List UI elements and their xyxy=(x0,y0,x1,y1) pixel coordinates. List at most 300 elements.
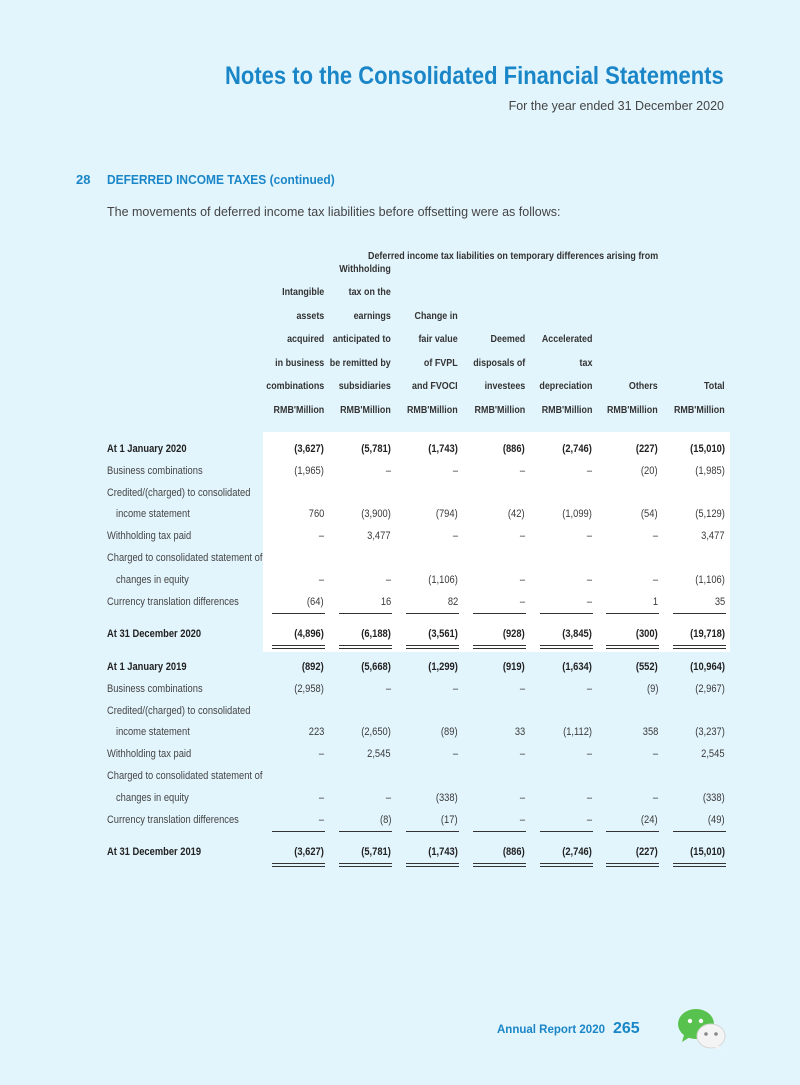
table-cell-value: (1,112) xyxy=(563,726,592,739)
table-cell xyxy=(586,748,592,760)
table-cell-value: – xyxy=(652,791,658,804)
table-cell-value: – xyxy=(385,682,391,695)
table-cell xyxy=(557,628,592,640)
row-label-text: Credited/(charged) to consolidated xyxy=(107,704,251,717)
column-header xyxy=(319,258,391,423)
table-cell xyxy=(452,748,458,760)
table-cell xyxy=(652,748,658,760)
row-label xyxy=(107,748,206,760)
total-double-rule xyxy=(406,863,459,864)
table-cell xyxy=(632,661,658,673)
total-double-rule xyxy=(272,863,325,864)
table-cell xyxy=(385,574,391,586)
subtotal-rule xyxy=(606,613,659,614)
table-cell xyxy=(304,596,324,608)
table-cell xyxy=(586,574,592,586)
total-double-rule xyxy=(540,648,593,649)
total-double-rule xyxy=(673,866,726,867)
table-cell-value: (3,627) xyxy=(294,846,324,859)
section-intro: The movements of deferred income tax liabilities before offsetting were as follows: xyxy=(107,205,561,219)
table-cell-value: 358 xyxy=(642,726,658,739)
section-title-text: DEFERRED INCOME TAXES xyxy=(107,172,267,187)
table-cell xyxy=(289,465,324,477)
total-double-rule xyxy=(473,645,526,646)
row-label xyxy=(107,596,262,608)
row-label-text: changes in equity xyxy=(116,791,189,804)
table-cell xyxy=(632,846,658,858)
table-cell xyxy=(438,726,458,738)
row-label xyxy=(107,846,218,858)
column-header-line: in business xyxy=(274,356,324,369)
table-cell-value: (17) xyxy=(441,813,458,826)
table-cell xyxy=(289,628,324,640)
table-cell xyxy=(638,465,658,477)
table-cell xyxy=(586,465,592,477)
table-cell-value: – xyxy=(586,595,592,608)
table-cell-value: – xyxy=(586,464,592,477)
subtotal-rule xyxy=(540,613,593,614)
table-cell xyxy=(519,792,525,804)
table-cell xyxy=(298,661,324,673)
table-cell-value: – xyxy=(519,595,525,608)
row-label-text: income statement xyxy=(116,508,190,521)
table-cell xyxy=(318,814,324,826)
column-header xyxy=(398,305,458,423)
row-label xyxy=(107,661,201,673)
table-cell xyxy=(557,661,592,673)
row-label xyxy=(116,792,202,804)
column-header xyxy=(464,328,525,422)
table-cell-value: (1,099) xyxy=(562,508,592,521)
table-cell xyxy=(586,530,592,542)
table-cell-value: (49) xyxy=(708,813,725,826)
table-cell-value: (5,668) xyxy=(361,661,391,673)
column-header-line: assets xyxy=(296,309,324,322)
total-double-rule xyxy=(606,645,659,646)
page-title: Notes to the Consolidated Financial Statements xyxy=(225,62,724,90)
table-cell xyxy=(289,683,324,695)
row-label xyxy=(107,443,201,455)
table-cell-value: (2,650) xyxy=(361,726,391,739)
column-header-line: disposals of xyxy=(472,356,525,369)
subtotal-rule xyxy=(473,613,526,614)
column-header-line: and FVOCI xyxy=(412,380,458,392)
table-cell xyxy=(652,596,658,608)
table-cell-value: 33 xyxy=(514,726,525,739)
table-cell-value: (89) xyxy=(441,726,458,739)
total-double-rule xyxy=(606,866,659,867)
table-cell xyxy=(557,508,592,520)
table-cell xyxy=(519,748,525,760)
table-cell xyxy=(499,443,525,455)
table-cell-value: – xyxy=(519,748,525,761)
row-label-text: Withholding tax paid xyxy=(107,530,192,543)
table-cell-value: 2,545 xyxy=(701,748,725,761)
table-cell xyxy=(519,530,525,542)
row-label-text: income statement xyxy=(116,726,190,739)
table-cell-value: – xyxy=(318,813,324,826)
row-label-text: changes in equity xyxy=(116,573,189,586)
table-cell xyxy=(306,726,324,738)
table-cell xyxy=(638,508,658,520)
footer-report-name: Annual Report 2020 xyxy=(497,1024,605,1036)
table-cell xyxy=(558,726,592,738)
table-group-header: Deferred income tax liabilities on temporary differences arising from xyxy=(368,250,659,262)
column-header-line: Accelerated xyxy=(541,333,592,345)
table-cell-value: – xyxy=(318,748,324,761)
table-cell xyxy=(557,846,592,858)
total-double-rule xyxy=(339,645,392,646)
table-cell xyxy=(697,748,725,760)
table-cell xyxy=(684,661,725,673)
table-cell xyxy=(690,465,725,477)
table-cell xyxy=(690,726,725,738)
table-cell-value: (1,985) xyxy=(695,464,725,477)
table-cell-value: 3,477 xyxy=(367,530,391,543)
table-cell-value: – xyxy=(385,464,391,477)
total-double-rule xyxy=(272,645,325,646)
table-cell-value: (3,561) xyxy=(428,628,458,641)
table-cell xyxy=(519,574,525,586)
column-header-line: RMB'Million xyxy=(340,403,391,416)
table-cell xyxy=(586,683,592,695)
table-cell xyxy=(432,792,458,804)
footer-page-number: 265 xyxy=(613,1020,640,1037)
subtotal-rule xyxy=(540,831,593,832)
table-cell xyxy=(423,846,458,858)
column-header-line: tax on the xyxy=(348,286,391,298)
table-cell xyxy=(684,846,725,858)
subtotal-rule xyxy=(339,831,392,832)
table-cell-value: (54) xyxy=(641,508,658,521)
table-cell-value: – xyxy=(318,530,324,543)
subtotal-rule xyxy=(406,831,459,832)
section-continued: (continued) xyxy=(269,172,335,187)
table-cell xyxy=(438,814,458,826)
table-cell xyxy=(519,683,525,695)
total-double-rule xyxy=(339,866,392,867)
page-subtitle: For the year ended 31 December 2020 xyxy=(508,99,724,113)
table-cell xyxy=(356,443,391,455)
table-cell-value: (2,967) xyxy=(695,682,725,695)
total-double-rule xyxy=(272,866,325,867)
column-header-line: Others xyxy=(629,380,658,392)
row-label xyxy=(107,530,206,542)
table-cell-value: (1,743) xyxy=(428,443,458,455)
subtotal-rule xyxy=(272,613,325,614)
table-cell xyxy=(318,530,324,542)
table-cell-value: (64) xyxy=(307,595,324,608)
table-cell xyxy=(499,628,525,640)
table-cell xyxy=(452,530,458,542)
table-cell-value: (15,010) xyxy=(690,846,725,859)
table-cell-value: – xyxy=(519,791,525,804)
table-cell xyxy=(690,683,725,695)
column-header-line: acquired xyxy=(286,333,324,345)
total-double-rule xyxy=(606,863,659,864)
table-cell xyxy=(697,530,725,542)
table-cell-value: (1,106) xyxy=(695,573,725,586)
table-cell-value: – xyxy=(318,791,324,804)
table-cell-value: (1,965) xyxy=(294,464,324,477)
table-cell-value: (338) xyxy=(703,791,725,804)
column-header-line: Intangible xyxy=(281,286,324,298)
subtotal-rule xyxy=(406,613,459,614)
table-cell xyxy=(713,596,725,608)
total-double-rule xyxy=(473,863,526,864)
subtotal-rule xyxy=(339,613,392,614)
table-cell-value: (6,188) xyxy=(361,628,391,641)
table-cell xyxy=(638,814,658,826)
column-header-line: RMB'Million xyxy=(541,403,592,416)
table-cell-value: (919) xyxy=(503,661,525,673)
table-cell-value: (24) xyxy=(641,813,658,826)
table-cell xyxy=(645,683,658,695)
column-header-line: tax xyxy=(579,356,592,369)
table-cell xyxy=(684,628,725,640)
table-cell xyxy=(356,661,391,673)
total-double-rule xyxy=(673,645,726,646)
row-label-text: Business combinations xyxy=(107,682,203,695)
table-cell-value: (20) xyxy=(641,464,658,477)
column-header-line: RMB'Million xyxy=(273,403,324,416)
row-label xyxy=(116,508,203,520)
table-cell-value: (1,299) xyxy=(428,661,458,673)
table-cell-value: (5,781) xyxy=(361,846,391,859)
row-label xyxy=(107,487,276,499)
table-cell xyxy=(318,574,324,586)
table-cell-value: 2,545 xyxy=(367,748,391,761)
column-header-line: RMB'Million xyxy=(607,403,658,416)
table-cell xyxy=(446,596,458,608)
table-cell xyxy=(363,530,391,542)
table-cell-value: (2,958) xyxy=(294,682,324,695)
table-cell-value: 760 xyxy=(308,508,324,521)
table-cell xyxy=(356,508,391,520)
row-label-text: At 31 December 2019 xyxy=(107,846,202,859)
row-label-text: At 1 January 2019 xyxy=(107,661,187,673)
row-label xyxy=(116,726,203,738)
table-cell xyxy=(499,661,525,673)
table-cell-value: – xyxy=(519,682,525,695)
table-cell xyxy=(705,814,725,826)
table-cell-value: – xyxy=(586,573,592,586)
subtotal-rule xyxy=(673,831,726,832)
column-header xyxy=(665,375,725,422)
row-label xyxy=(107,683,220,695)
table-cell xyxy=(519,596,525,608)
table-cell xyxy=(289,443,324,455)
table-cell xyxy=(632,628,658,640)
table-cell-value: 223 xyxy=(308,726,324,739)
column-header-line: combinations xyxy=(265,380,324,392)
total-double-rule xyxy=(473,648,526,649)
table-cell xyxy=(379,596,391,608)
total-double-rule xyxy=(473,866,526,867)
column-header-line: earnings xyxy=(353,309,391,322)
column-header-line: investees xyxy=(484,380,525,392)
table-cell xyxy=(640,726,658,738)
table-cell xyxy=(423,443,458,455)
table-cell-value: – xyxy=(385,573,391,586)
table-cell xyxy=(557,443,592,455)
column-header xyxy=(530,328,592,422)
table-cell xyxy=(432,508,458,520)
table-cell-value: (892) xyxy=(302,661,324,673)
row-label xyxy=(107,465,220,477)
table-cell-value: (1,106) xyxy=(428,573,458,586)
table-cell-value: – xyxy=(586,682,592,695)
table-cell xyxy=(699,792,725,804)
total-double-rule xyxy=(540,645,593,646)
total-double-rule xyxy=(673,863,726,864)
table-cell-value: – xyxy=(385,791,391,804)
table-cell xyxy=(586,596,592,608)
current-year-highlight xyxy=(263,432,730,652)
table-cell-value: (227) xyxy=(636,443,658,455)
column-header-line: depreciation xyxy=(538,380,592,392)
table-cell-value: – xyxy=(519,530,525,543)
table-cell-value: (8) xyxy=(379,813,391,826)
table-cell-value: – xyxy=(586,813,592,826)
row-label-text: Currency translation differences xyxy=(107,595,239,608)
table-cell-value: 16 xyxy=(380,595,391,608)
table-cell-value: – xyxy=(452,682,458,695)
table-cell xyxy=(499,846,525,858)
table-cell-value: – xyxy=(519,573,525,586)
table-cell-value: (4,896) xyxy=(294,628,324,641)
subtotal-rule xyxy=(606,831,659,832)
table-cell-value: 1 xyxy=(652,595,658,608)
row-label-text: Currency translation differences xyxy=(107,813,239,826)
table-cell-value: (3,845) xyxy=(562,628,592,641)
table-cell-value: (928) xyxy=(503,628,525,641)
total-double-rule xyxy=(406,648,459,649)
table-cell xyxy=(356,726,391,738)
total-double-rule xyxy=(673,648,726,649)
total-double-rule xyxy=(540,866,593,867)
table-cell-value: – xyxy=(586,791,592,804)
table-cell-value: (42) xyxy=(508,508,525,521)
section-title xyxy=(107,172,335,187)
table-cell xyxy=(684,443,725,455)
table-cell xyxy=(519,465,525,477)
column-header-line: RMB'Million xyxy=(407,403,458,416)
column-header-line: Total xyxy=(704,380,725,392)
table-cell-value: 3,477 xyxy=(701,530,725,543)
total-double-rule xyxy=(339,863,392,864)
row-label-text: Charged to consolidated statement of xyxy=(107,552,263,564)
table-cell-value: (5,781) xyxy=(361,443,391,455)
table-cell-value: (886) xyxy=(503,846,525,859)
table-cell-value: – xyxy=(318,573,324,586)
table-cell-value: (338) xyxy=(436,791,458,804)
table-cell xyxy=(289,846,324,858)
subtotal-rule xyxy=(673,613,726,614)
table-cell-value: (794) xyxy=(436,508,458,521)
table-cell xyxy=(452,465,458,477)
table-cell-value: – xyxy=(586,530,592,543)
table-cell xyxy=(385,683,391,695)
table-cell xyxy=(513,726,525,738)
table-cell-value: – xyxy=(586,748,592,761)
column-header-line: be remitted by xyxy=(329,356,391,369)
total-double-rule xyxy=(406,645,459,646)
column-header-line: RMB'Million xyxy=(474,403,525,416)
total-double-rule xyxy=(272,648,325,649)
table-cell xyxy=(586,792,592,804)
column-header-line: of FVPL xyxy=(424,356,458,369)
table-cell-value: – xyxy=(452,530,458,543)
table-cell xyxy=(452,683,458,695)
wechat-logo-icon xyxy=(676,1008,728,1050)
table-cell xyxy=(423,574,458,586)
table-cell-value: (9) xyxy=(646,682,658,695)
table-cell-value: – xyxy=(652,530,658,543)
table-cell xyxy=(385,792,391,804)
row-label xyxy=(107,814,262,826)
table-cell-value: (300) xyxy=(636,628,658,641)
table-cell-value: (227) xyxy=(636,846,658,859)
row-label-text: At 31 December 2020 xyxy=(107,628,202,641)
table-cell xyxy=(632,443,658,455)
table-cell-value: (3,237) xyxy=(695,726,725,739)
table-cell xyxy=(306,508,324,520)
table-cell-value: 82 xyxy=(447,595,458,608)
table-cell xyxy=(586,814,592,826)
table-cell-value: (15,010) xyxy=(690,443,725,455)
table-cell-value: (1,743) xyxy=(428,846,458,859)
table-cell-value: (10,964) xyxy=(690,661,725,673)
column-header-line: RMB'Million xyxy=(674,403,725,416)
table-cell xyxy=(652,530,658,542)
row-label-text: At 1 January 2020 xyxy=(107,443,187,455)
column-header-line: Change in xyxy=(414,309,458,322)
table-cell xyxy=(356,628,391,640)
table-cell xyxy=(690,508,725,520)
table-cell-value: – xyxy=(519,813,525,826)
column-header xyxy=(598,375,658,422)
subtotal-rule xyxy=(473,831,526,832)
table-cell xyxy=(356,846,391,858)
row-label xyxy=(116,574,202,586)
table-cell xyxy=(318,748,324,760)
column-header-line: Withholding xyxy=(339,262,391,275)
table-cell xyxy=(423,661,458,673)
table-cell-value: 35 xyxy=(714,595,725,608)
section-number: 28 xyxy=(76,172,91,187)
total-double-rule xyxy=(606,648,659,649)
column-header-line: fair value xyxy=(418,333,458,345)
table-cell-value: (19,718) xyxy=(690,628,725,641)
table-cell xyxy=(519,814,525,826)
column-header-line: anticipated to xyxy=(332,333,391,345)
table-cell-value: – xyxy=(452,748,458,761)
table-cell-value: (3,900) xyxy=(361,508,391,521)
table-cell-value: (1,634) xyxy=(562,661,592,673)
column-header-line: subsidiaries xyxy=(338,380,391,392)
row-label xyxy=(107,770,290,782)
total-double-rule xyxy=(339,648,392,649)
row-label xyxy=(107,552,290,564)
table-cell-value: – xyxy=(652,748,658,761)
table-cell xyxy=(652,574,658,586)
table-cell xyxy=(363,748,391,760)
table-cell-value: (552) xyxy=(636,661,658,673)
table-cell xyxy=(652,792,658,804)
table-cell-value: – xyxy=(452,464,458,477)
column-header-line: Deemed xyxy=(490,333,525,345)
